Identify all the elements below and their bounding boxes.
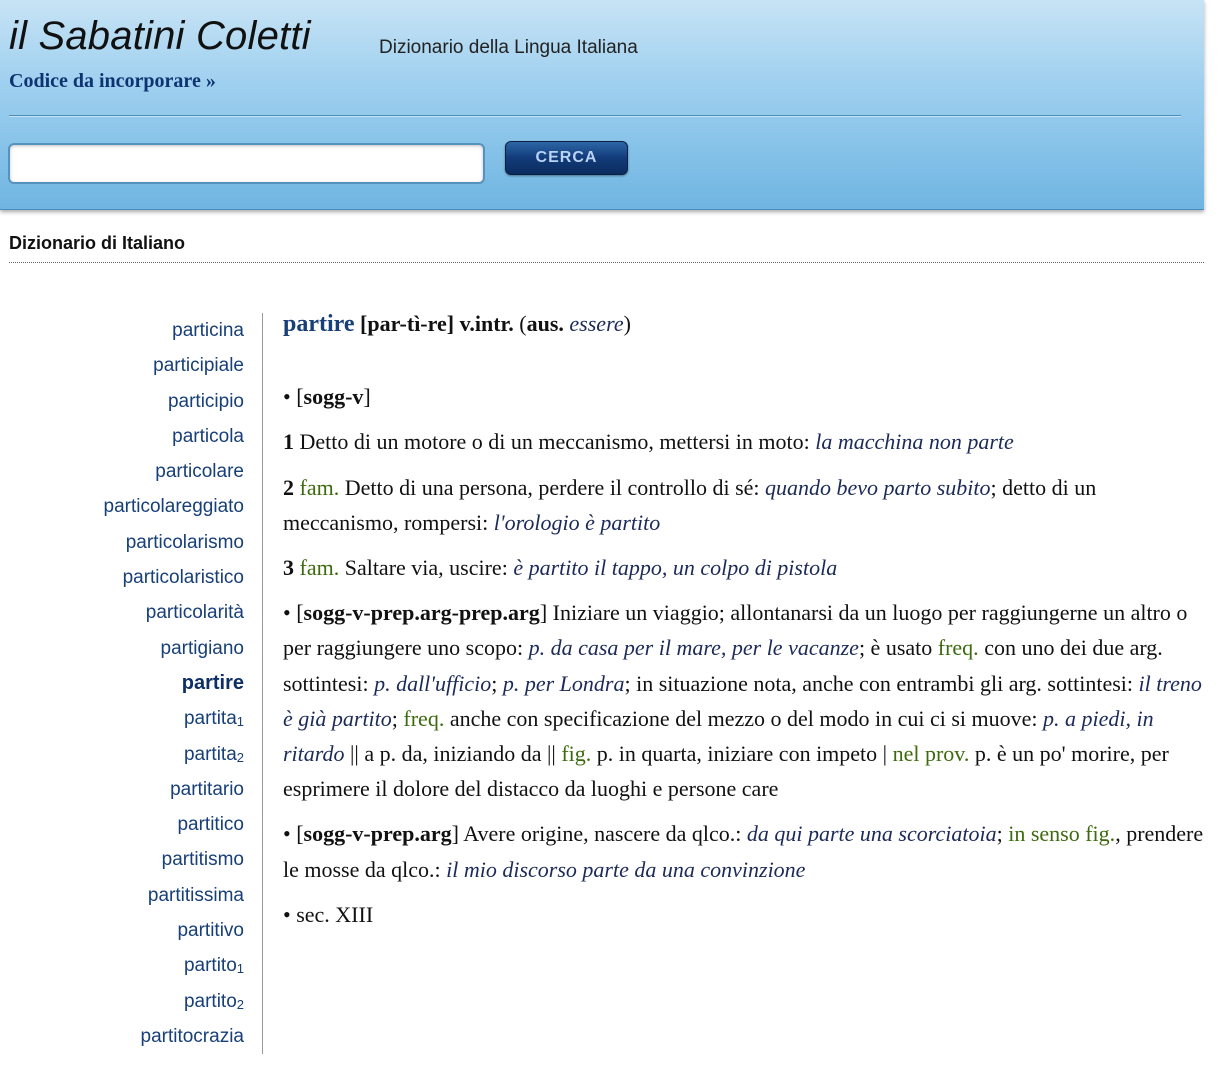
sense-example: da qui parte una scorciatoia xyxy=(746,821,997,847)
sense-example: p. a piedi, in ritardo xyxy=(283,705,1154,767)
site-logo[interactable]: il Sabatini Coletti xyxy=(9,14,311,58)
frame-label: sogg-v-prep.arg xyxy=(303,821,452,847)
sidebar-word-label: partita xyxy=(183,708,237,730)
sense-text: ; xyxy=(391,705,404,731)
word-list-sidebar xyxy=(0,313,244,1054)
frame-close: ] xyxy=(363,384,371,410)
search-button[interactable]: CERCA xyxy=(505,141,628,175)
frame-close: ] xyxy=(451,821,459,847)
frame-sogg-v xyxy=(283,379,1208,414)
sidebar-word-link[interactable] xyxy=(0,525,244,560)
sense-example: p. da casa per il mare, per le vacanze xyxy=(528,635,859,661)
sidebar-word-link[interactable] xyxy=(0,1019,244,1054)
sidebar-word-label: partita xyxy=(183,743,237,765)
entry-header xyxy=(283,306,1208,342)
entry-headword: partire xyxy=(283,311,355,337)
search-input[interactable] xyxy=(8,143,485,184)
sense-text: ; xyxy=(491,670,503,696)
sense-text: p. è un po' morire, per esprimere il dolore del distacco da luoghi e persone care xyxy=(283,741,1169,802)
sense-text: Iniziare un viaggio; allontanarsi da un luogo per raggiungerne un altro o per raggiungere uno scopo: xyxy=(283,600,1188,661)
sense-text: , prendere le mosse da qlco.: xyxy=(283,821,1204,882)
sense-number: 2 xyxy=(283,474,294,500)
sidebar-word-link[interactable] xyxy=(0,384,244,419)
sidebar-word-label: participiale xyxy=(153,355,244,377)
sense-text: p. in quarta, iniziare con impeto | xyxy=(591,741,893,767)
sense-example: è partito il tappo, un colpo di pistola xyxy=(513,555,838,581)
sense-example: p. per Londra xyxy=(502,670,625,696)
sense-example: quando bevo parto subito xyxy=(765,474,991,500)
frame-sogg-v-prep-arg xyxy=(283,816,1208,886)
section-divider xyxy=(9,262,1204,263)
sidebar-word-link[interactable] xyxy=(0,984,244,1019)
sidebar-word-link[interactable] xyxy=(0,419,244,454)
sense-text: Detto di una persona, perdere il controllo di sé: xyxy=(339,474,766,500)
sense-text: con uno dei due arg. sottintesi: xyxy=(283,635,1163,696)
sidebar-word-link[interactable] xyxy=(0,348,244,383)
sense-example: p. dall'ufficio xyxy=(374,670,492,696)
aux-open: ( xyxy=(513,311,527,336)
sidebar-word-label: particina xyxy=(172,320,244,341)
frame-bullet: • [ xyxy=(283,384,304,410)
site-header xyxy=(0,0,1204,210)
sense-example: l'orologio è partito xyxy=(493,509,661,535)
register-label: fig. xyxy=(561,741,592,767)
sidebar-word-link[interactable] xyxy=(0,737,244,772)
aux-value: essere xyxy=(569,311,624,336)
sense-1 xyxy=(283,424,1208,459)
sidebar-word-label: partitismo xyxy=(161,849,244,871)
sense-3 xyxy=(283,550,1208,585)
sense-text: Avere origine, nascere da qlco.: xyxy=(458,821,747,847)
sidebar-word-label: particolare xyxy=(155,461,244,483)
section-title: Dizionario di Italiano xyxy=(9,233,186,253)
sidebar-word-link[interactable] xyxy=(0,807,244,842)
sidebar-word-label: partito xyxy=(183,990,237,1012)
sidebar-word-link[interactable] xyxy=(0,313,244,348)
register-label: freq. xyxy=(403,705,445,731)
frame-close: ] xyxy=(539,600,548,626)
sidebar-word-link[interactable] xyxy=(0,701,244,736)
sense-2 xyxy=(283,470,1208,540)
header-divider xyxy=(9,115,1181,117)
sense-number: 3 xyxy=(283,555,294,581)
sidebar-word-label: partitario xyxy=(170,778,244,800)
sidebar-word-link[interactable] xyxy=(0,595,244,630)
sidebar-word-link[interactable] xyxy=(0,489,244,524)
frame-sogg-v-prep-arg-prep-arg xyxy=(283,595,1208,806)
sidebar-word-label: partitivo xyxy=(177,920,244,942)
sense-text: Detto di un motore o di un meccanismo, mettersi in moto: xyxy=(294,429,816,455)
sidebar-word-label: particolaristico xyxy=(122,567,244,589)
sidebar-word-link[interactable] xyxy=(0,560,244,595)
sidebar-word-link[interactable] xyxy=(0,666,244,701)
register-label: nel prov. xyxy=(892,741,970,767)
sidebar-word-label: partitissima xyxy=(147,884,244,906)
homograph-index: 1 xyxy=(236,714,244,730)
frame-bullet: • [ xyxy=(283,600,304,626)
sidebar-word-label: partitocrazia xyxy=(140,1025,244,1047)
entry-pronunciation: [par-tì-re] v.intr. xyxy=(360,311,514,336)
sidebar-word-label: particolareggiato xyxy=(103,496,244,518)
sense-example: la macchina non parte xyxy=(815,429,1014,455)
sidebar-word-link[interactable] xyxy=(0,913,244,948)
sense-text: ; in situazione nota, anche con entrambi gli arg. sottintesi: xyxy=(624,670,1139,696)
aux-label: aus. xyxy=(526,311,564,336)
sidebar-word-label: partigiano xyxy=(160,637,244,659)
sidebar-word-link[interactable] xyxy=(0,631,244,666)
sidebar-word-link[interactable] xyxy=(0,878,244,913)
sense-text: || a p. da, iniziando da || xyxy=(344,741,562,767)
register-label: fam. xyxy=(299,474,340,500)
sidebar-word-label: partito xyxy=(183,955,237,977)
aux-close: ) xyxy=(623,311,631,336)
sense-text: anche con specificazione del mezzo o del modo in cui ci si muove: xyxy=(444,705,1044,731)
homograph-index: 1 xyxy=(236,961,244,977)
frame-label: sogg-v xyxy=(303,384,364,410)
embed-code-link[interactable]: Codice da incorporare » xyxy=(9,70,216,92)
sense-example: il treno è già partito xyxy=(283,670,1202,731)
register-label: freq. xyxy=(937,635,979,661)
sidebar-word-label: participio xyxy=(167,390,244,412)
sidebar-word-link[interactable] xyxy=(0,842,244,877)
sidebar-word-label: partitico xyxy=(177,814,244,836)
frame-bullet: • [ xyxy=(283,821,304,847)
sense-text: ; xyxy=(996,821,1009,847)
sidebar-word-label: particola xyxy=(172,425,244,447)
frame-label: sogg-v-prep.arg-prep.arg xyxy=(303,600,540,626)
sidebar-word-link[interactable] xyxy=(0,772,244,807)
homograph-index: 2 xyxy=(236,996,244,1012)
sidebar-word-label: partire xyxy=(181,671,244,694)
homograph-index: 2 xyxy=(236,749,244,765)
sense-number: 1 xyxy=(283,429,294,455)
etymology: • sec. XIII xyxy=(283,901,374,927)
sense-text: ; detto di un meccanismo, rompersi: xyxy=(283,474,1097,535)
sense-text: Saltare via, uscire: xyxy=(339,555,514,581)
register-label: fam. xyxy=(299,555,340,581)
sidebar-divider xyxy=(262,313,263,1054)
dictionary-entry xyxy=(283,306,1208,942)
sidebar-word-link[interactable] xyxy=(0,948,244,983)
site-tagline: Dizionario della Lingua Italiana xyxy=(379,37,638,58)
sidebar-word-label: particolarismo xyxy=(125,531,244,553)
sense-example: il mio discorso parte da una convinzione xyxy=(446,856,806,882)
sidebar-word-label: particolarità xyxy=(145,602,244,624)
register-label: in senso fig. xyxy=(1008,821,1116,847)
sense-text: ; è usato xyxy=(858,635,938,661)
sidebar-word-link[interactable] xyxy=(0,454,244,489)
